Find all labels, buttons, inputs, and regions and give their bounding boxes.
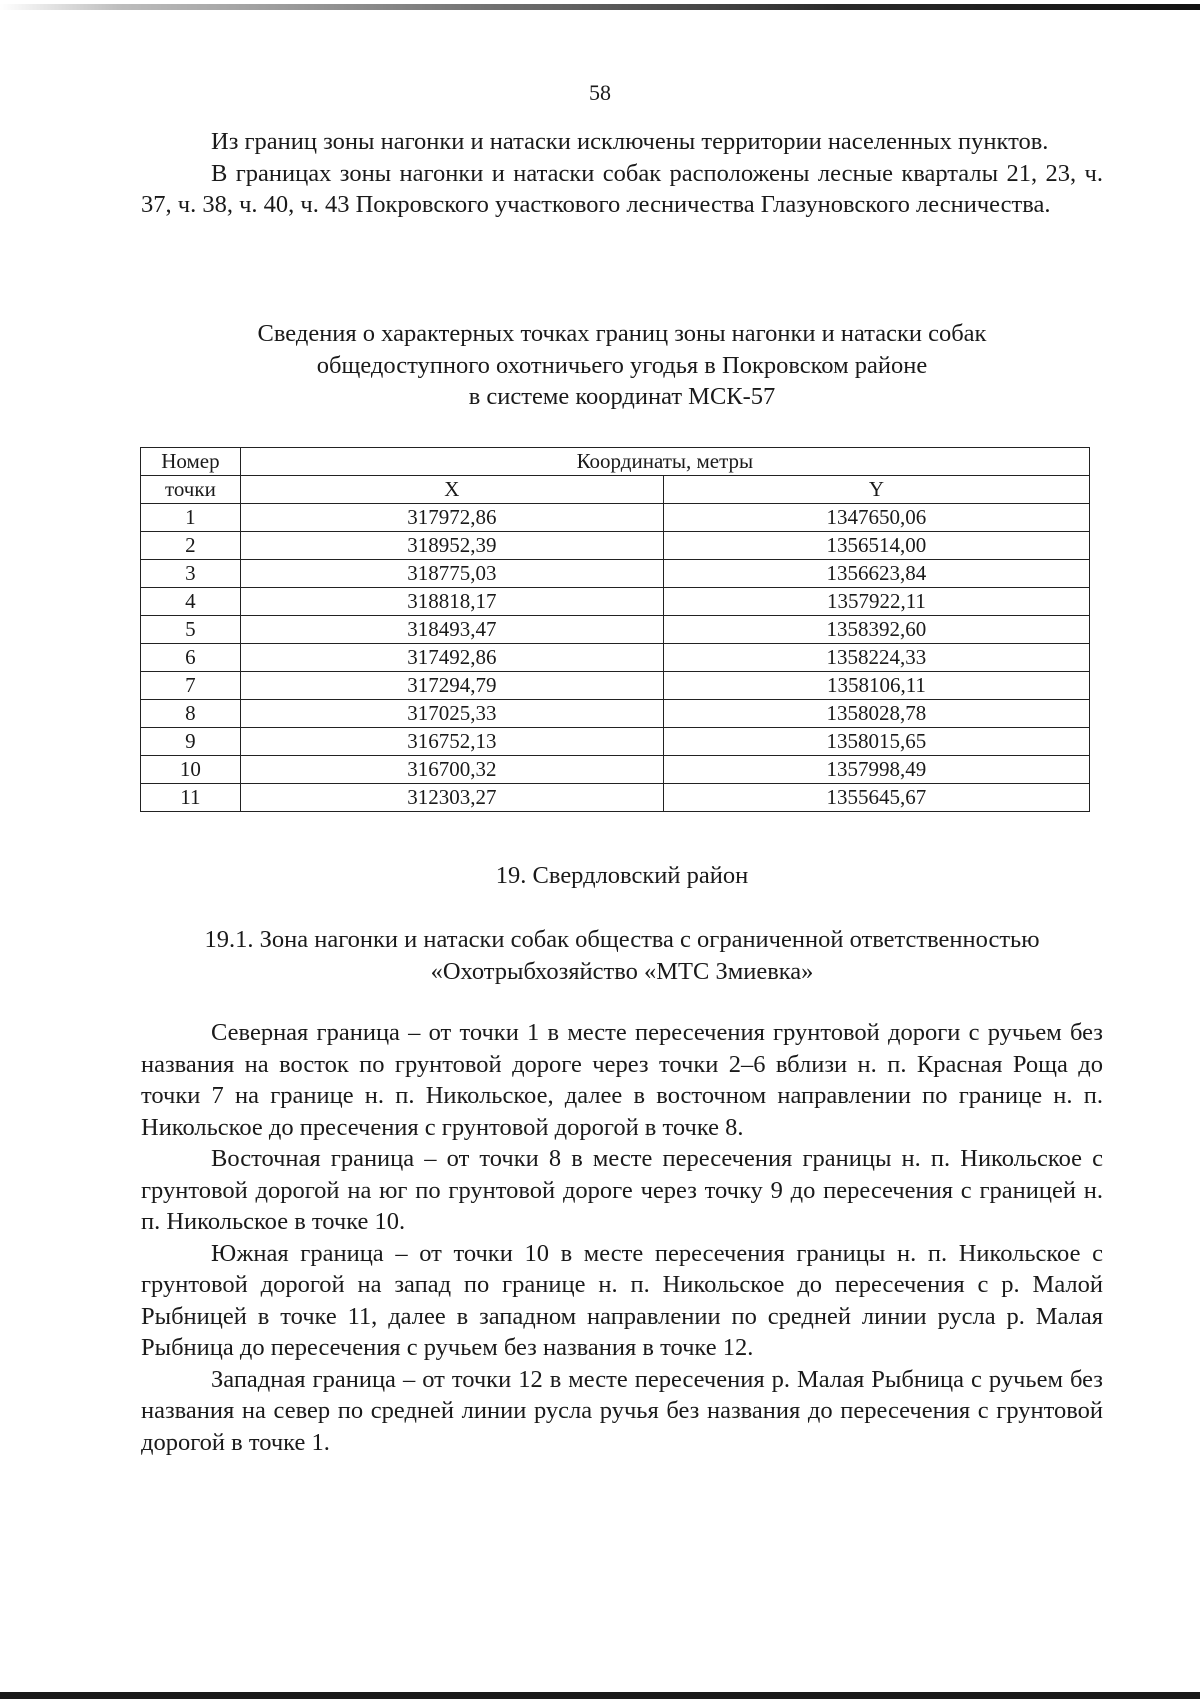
table-row [141, 616, 1090, 644]
header-point-number-bottom: точки [141, 476, 241, 504]
point-number-cell: 11 [141, 784, 241, 812]
section-heading [130, 860, 1114, 892]
x-coordinate-cell: 317972,86 [240, 504, 663, 532]
x-coordinate-cell: 317025,33 [240, 700, 663, 728]
table-title-line-3: в системе координат МСК-57 [468, 383, 776, 410]
x-coordinate-cell: 312303,27 [240, 784, 663, 812]
borders-text [141, 1017, 1103, 1458]
header-coordinates: Координаты, метры [240, 448, 1089, 476]
table-row [141, 756, 1090, 784]
y-coordinate-cell: 1356514,00 [663, 532, 1089, 560]
intro-paragraph-1: Из границ зоны нагонки и натаски исключены территории населенных пунктов. [211, 128, 1049, 155]
y-coordinate-cell: 1358392,60 [663, 616, 1089, 644]
top-rule [0, 4, 1200, 10]
header-y: Y [663, 476, 1089, 504]
point-number-cell: 7 [141, 672, 241, 700]
x-coordinate-cell: 318493,47 [240, 616, 663, 644]
coordinates-table-body [141, 504, 1090, 812]
table-row [141, 644, 1090, 672]
y-coordinate-cell: 1358028,78 [663, 700, 1089, 728]
y-coordinate-cell: 1356623,84 [663, 560, 1089, 588]
table-row [141, 504, 1090, 532]
point-number-cell: 2 [141, 532, 241, 560]
subsection-heading [130, 924, 1114, 987]
y-coordinate-cell: 1358015,65 [663, 728, 1089, 756]
point-number-cell: 5 [141, 616, 241, 644]
intro-text [141, 126, 1103, 221]
east-border-paragraph: Восточная граница – от точки 8 в месте пересечения границы н. п. Никольское с грунтовой дорогой на юг по грунтовой дороге через точку 9 до пересечения с границей н. п. Никольское в точке 10. [141, 1145, 1103, 1235]
x-coordinate-cell: 317294,79 [240, 672, 663, 700]
y-coordinate-cell: 1357922,11 [663, 588, 1089, 616]
table-row [141, 728, 1090, 756]
x-coordinate-cell: 318952,39 [240, 532, 663, 560]
x-coordinate-cell: 316700,32 [240, 756, 663, 784]
y-coordinate-cell: 1358106,11 [663, 672, 1089, 700]
y-coordinate-cell: 1355645,67 [663, 784, 1089, 812]
table-row [141, 784, 1090, 812]
table-title-line-2: общедоступного охотничьего угодья в Покровском районе [316, 351, 928, 379]
header-x: X [240, 476, 663, 504]
point-number-cell: 3 [141, 560, 241, 588]
point-number-cell: 1 [141, 504, 241, 532]
point-number-cell: 10 [141, 756, 241, 784]
table-row [141, 588, 1090, 616]
y-coordinate-cell: 1347650,06 [663, 504, 1089, 532]
header-point-number-top: Номер [141, 448, 241, 476]
north-border-paragraph: Северная граница – от точки 1 в месте пересечения грунтовой дороги с ручьем без названия на восток по грунтовой дороге через точки 2–6 вблизи н. п. Красная Роща до точки 7 на границе н. п. Никольское, далее в восточном направлении по границе н. п. Никольское до пресечения с грунтовой дорогой в точке 8. [141, 1019, 1103, 1141]
bottom-rule [0, 1692, 1200, 1699]
intro-paragraph-2: В границах зоны нагонки и натаски собак расположены лесные кварталы 21, 23, ч. 37, ч. 38, ч. 40, ч. 43 Покровского участкового лесничества Глазуновского лесничества. [141, 159, 1103, 218]
table-row [141, 700, 1090, 728]
coordinates-table [140, 447, 1090, 812]
point-number-cell: 9 [141, 728, 241, 756]
subsection-title-line-2: «Охотрыбхозяйство «МТС Змиевка» [430, 957, 814, 985]
y-coordinate-cell: 1358224,33 [663, 644, 1089, 672]
table-title [130, 318, 1114, 413]
table-row [141, 672, 1090, 700]
table-row [141, 560, 1090, 588]
point-number-cell: 6 [141, 644, 241, 672]
page-number: 58 [589, 80, 611, 105]
south-border-paragraph: Южная граница – от точки 10 в месте пересечения границы н. п. Никольское с грунтовой дорогой на запад по границе н. п. Никольское до пересечения с р. Малой Рыбницей в точке 11, далее в западном направлении по средней линии русла р. Малая Рыбница до пересечения с ручьем без названия в точке 12. [141, 1239, 1103, 1361]
point-number-cell: 8 [141, 700, 241, 728]
table-row [141, 532, 1090, 560]
section-title: 19. Свердловский район [495, 862, 749, 889]
point-number-cell: 4 [141, 588, 241, 616]
y-coordinate-cell: 1357998,49 [663, 756, 1089, 784]
table-title-line-1: Сведения о характерных точках границ зоны нагонки и натаски собак [257, 320, 987, 347]
x-coordinate-cell: 318775,03 [240, 560, 663, 588]
x-coordinate-cell: 316752,13 [240, 728, 663, 756]
west-border-paragraph: Западная граница – от точки 12 в месте пересечения р. Малая Рыбница с ручьем без названия на север по средней линии русла ручья без названия до пересечения с грунтовой дорогой в точке 1. [141, 1365, 1103, 1456]
subsection-title-line-1: 19.1. Зона нагонки и натаски собак общества с ограниченной ответственностью [204, 926, 1040, 953]
x-coordinate-cell: 318818,17 [240, 588, 663, 616]
x-coordinate-cell: 317492,86 [240, 644, 663, 672]
